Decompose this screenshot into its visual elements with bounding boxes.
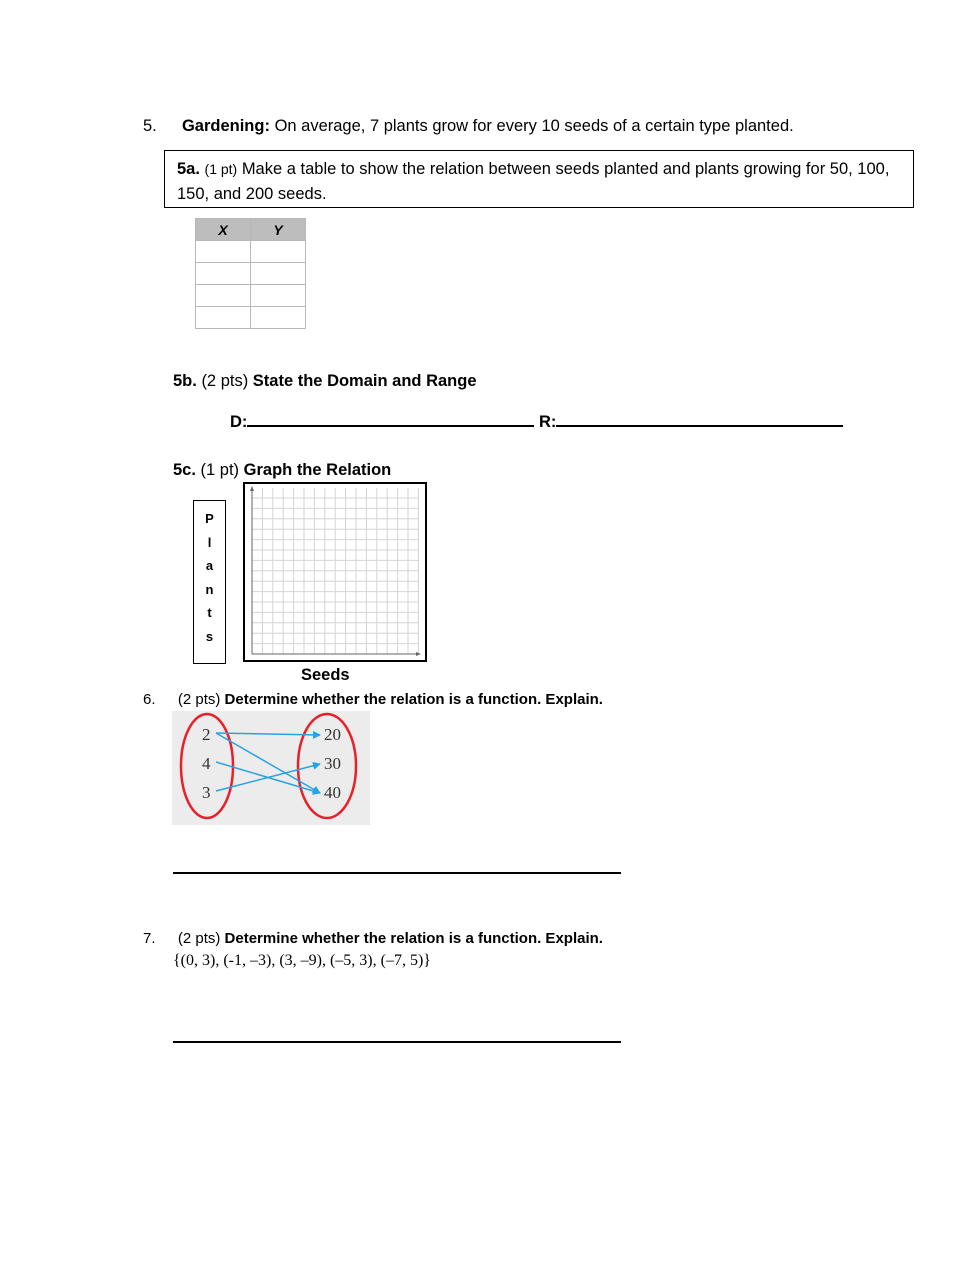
table-cell[interactable] (251, 307, 306, 329)
y-axis-letter: P (205, 511, 214, 526)
q7-answer-line[interactable] (173, 1041, 621, 1043)
range-value: 30 (324, 754, 341, 773)
y-axis-letter: t (207, 605, 212, 620)
part-label: 5b. (173, 372, 197, 390)
question-text: On average, 7 plants grow for every 10 seeds of a certain type planted. (274, 117, 794, 135)
y-axis-letter: s (205, 628, 214, 644)
table-row (196, 285, 306, 307)
graph-grid[interactable] (243, 482, 427, 662)
y-axis-letter: l (207, 534, 212, 550)
question-7-header (143, 930, 603, 947)
question-number: 5. (143, 117, 157, 135)
domain-value: 3 (202, 783, 211, 802)
part-points: (2 pts) (201, 372, 249, 390)
range-answer-blank[interactable] (556, 411, 843, 427)
question-title: Gardening: (181, 117, 270, 135)
question-points: (2 pts) (177, 930, 221, 947)
part-label: 5a. (177, 160, 200, 178)
question-number: 6. (143, 691, 156, 708)
table-cell[interactable] (251, 263, 306, 285)
y-axis-letter: n (205, 581, 214, 597)
table-row (196, 241, 306, 263)
table-cell[interactable] (196, 307, 251, 329)
table-cell[interactable] (196, 241, 251, 263)
table-row (196, 263, 306, 285)
part-text: Make a table to show the relation between seeds planted and plants growing for 50, 100, 150, and 200 seeds. (177, 160, 890, 203)
relation-set: {(0, 3), (-1, –3), (3, –9), (–5, 3), (–7, 5)} (173, 952, 431, 969)
xy-table (195, 218, 306, 329)
part-points: (1 pt) (200, 461, 240, 479)
question-number: 7. (143, 930, 156, 947)
part-text: Graph the Relation (243, 461, 392, 479)
x-axis-label: Seeds (301, 666, 350, 684)
part-5a-box (164, 150, 914, 208)
mapping-diagram (172, 711, 370, 825)
domain-answer-blank[interactable] (247, 411, 534, 427)
domain-value: 2 (202, 725, 211, 744)
question-text: Determine whether the relation is a function. Explain. (224, 930, 603, 947)
table-cell[interactable] (251, 285, 306, 307)
column-header-x: X (196, 219, 251, 241)
domain-value: 4 (202, 754, 211, 773)
table-cell[interactable] (196, 285, 251, 307)
domain-range-line (230, 411, 843, 432)
y-axis-letter: a (205, 558, 214, 573)
range-label: R: (539, 413, 557, 431)
part-text: State the Domain and Range (252, 372, 477, 390)
domain-label: D: (230, 413, 248, 431)
part-label: 5c. (173, 461, 196, 479)
range-value: 40 (324, 783, 341, 802)
question-5-header (143, 117, 794, 136)
part-points: (1 pt) (204, 161, 238, 177)
question-points: (2 pts) (177, 691, 221, 708)
part-5c (173, 461, 391, 480)
table-cell[interactable] (196, 263, 251, 285)
part-5b (173, 372, 477, 391)
range-value: 20 (324, 725, 341, 744)
table-row (196, 307, 306, 329)
table-cell[interactable] (251, 241, 306, 263)
y-axis-label-box (193, 500, 226, 664)
column-header-y: Y (251, 219, 306, 241)
q6-answer-line[interactable] (173, 872, 621, 874)
question-6-header (143, 691, 603, 708)
question-text: Determine whether the relation is a function. Explain. (224, 691, 603, 708)
